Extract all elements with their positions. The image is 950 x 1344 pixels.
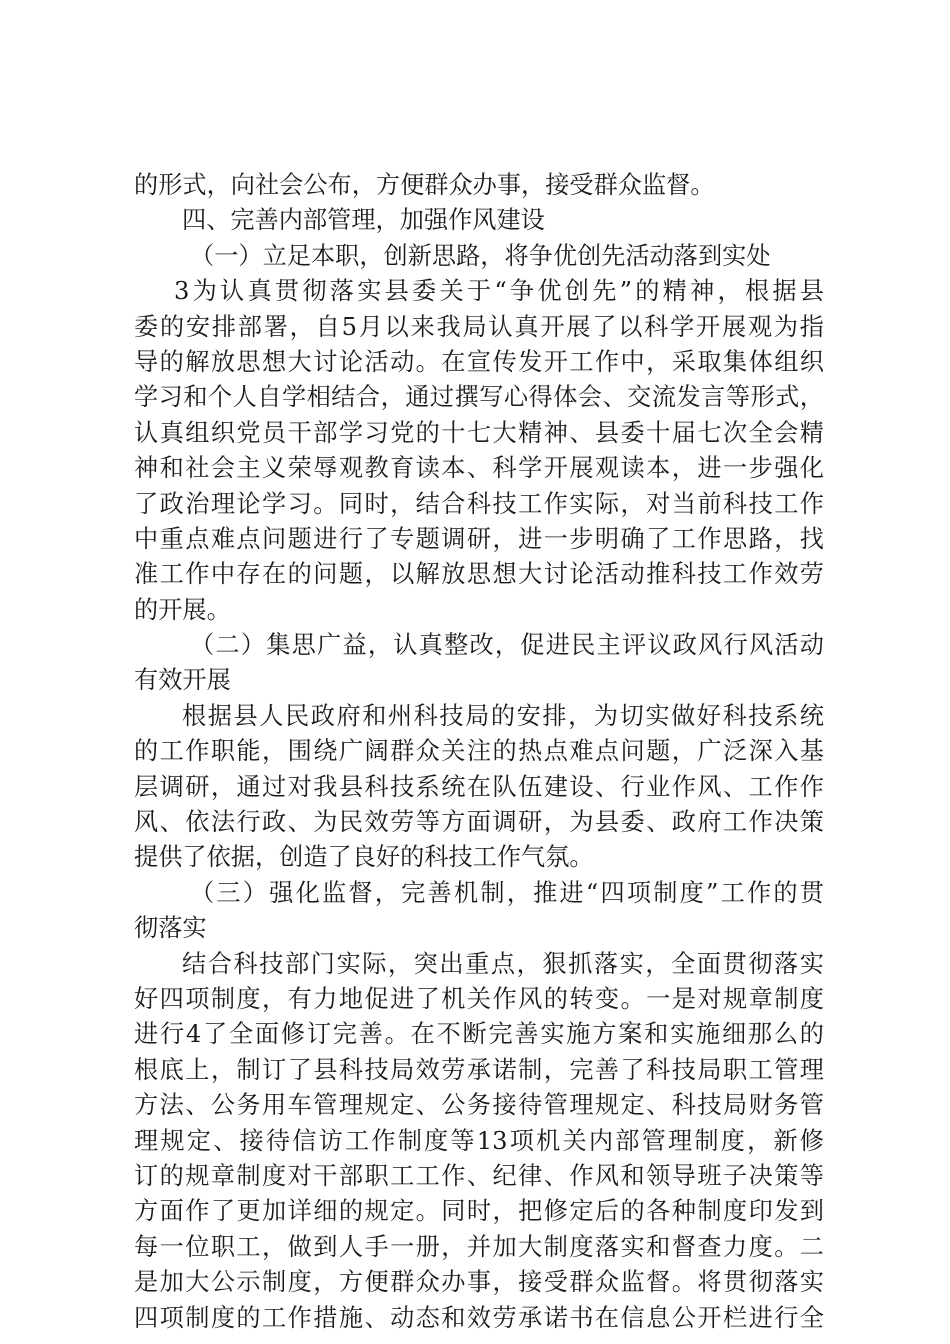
text-line: 了政治理论学习。同时，结合科技工作实际，对当前科技工作 <box>134 489 824 518</box>
document-body <box>134 168 824 1336</box>
text-line: 根据县人民政府和州科技局的安排，为切实做好科技系统 <box>182 701 824 730</box>
text-line: 有效开展 <box>134 666 231 695</box>
text-line: 订的规章制度对干部职工工作、纪律、作风和领导班子决策等 <box>134 1161 824 1190</box>
text-line: 每一位职工，做到人手一册，并加大制度落实和督查力度。二 <box>134 1232 824 1261</box>
text-line: （二）集思广益，认真整改，促进民主评议政风行风活动 <box>190 631 824 660</box>
text-line: 神和社会主义荣辱观教育读本、科学开展观读本，进一步强化 <box>134 454 824 483</box>
text-line: 四、完善内部管理，加强作风建设 <box>182 206 545 235</box>
text-line: 风、依法行政、为民效劳等方面调研，为县委、政府工作决策 <box>134 808 824 837</box>
text-line: 方法、公务用车管理规定、公务接待管理规定、科技局财务管 <box>134 1091 824 1120</box>
text-line: 提供了依据，创造了良好的科技工作气氛。 <box>134 843 594 872</box>
text-line: 委的安排部署，自5月以来我局认真开展了以科学开展观为指 <box>134 312 824 341</box>
text-line: 层调研，通过对我县科技系统在队伍建设、行业作风、工作作 <box>134 772 824 801</box>
text-line: 学习和个人自学相结合，通过撰写心得体会、交流发言等形式， <box>134 383 824 412</box>
text-line: 结合科技部门实际，突出重点，狠抓落实，全面贯彻落实 <box>182 949 824 978</box>
text-line: （一）立足本职，创新思路，将争优创先活动落到实处 <box>190 241 771 270</box>
text-line: 的形式，向社会公布，方便群众办事，接受群众监督。 <box>134 171 715 199</box>
text-line: 认真组织党员干部学习党的十七大精神、县委十届七次全会精 <box>134 418 824 447</box>
text-line: （三）强化监督，完善机制，推进“四项制度”工作的贯 <box>190 878 824 907</box>
text-line: 是加大公示制度，方便群众办事，接受群众监督。将贯彻落实 <box>134 1268 824 1297</box>
text-line: 理规定、接待信访工作制度等13项机关内部管理制度，新修 <box>134 1126 824 1155</box>
text-line: 根底上，制订了县科技局效劳承诺制，完善了科技局职工管理 <box>134 1055 824 1084</box>
text-line: 好四项制度，有力地促进了机关作风的转变。一是对规章制度 <box>134 984 824 1013</box>
text-line: 进行4了全面修订完善。在不断完善实施方案和实施细那么的 <box>134 1020 824 1049</box>
text-line: 准工作中存在的问题，以解放思想大讨论活动推科技工作效劳 <box>134 560 824 589</box>
text-line: 导的解放思想大讨论活动。在宣传发开工作中，采取集体组织 <box>134 347 824 376</box>
text-line: 的工作职能，围绕广阔群众关注的热点难点问题，广泛深入基 <box>134 737 824 766</box>
text-line: 四项制度的工作措施、动态和效劳承诺书在信息公开栏进行全 <box>134 1303 824 1332</box>
text-line: 方面作了更加详细的规定。同时，把修定后的各种制度印发到 <box>134 1197 824 1226</box>
text-line: 中重点难点问题进行了专题调研，进一步明确了工作思路，找 <box>134 524 824 553</box>
text-line: 的开展。 <box>134 595 231 624</box>
text-line: 3为认真贯彻落实县委关于“争优创先”的精神，根据县 <box>174 277 824 306</box>
text-line: 彻落实 <box>134 914 207 943</box>
